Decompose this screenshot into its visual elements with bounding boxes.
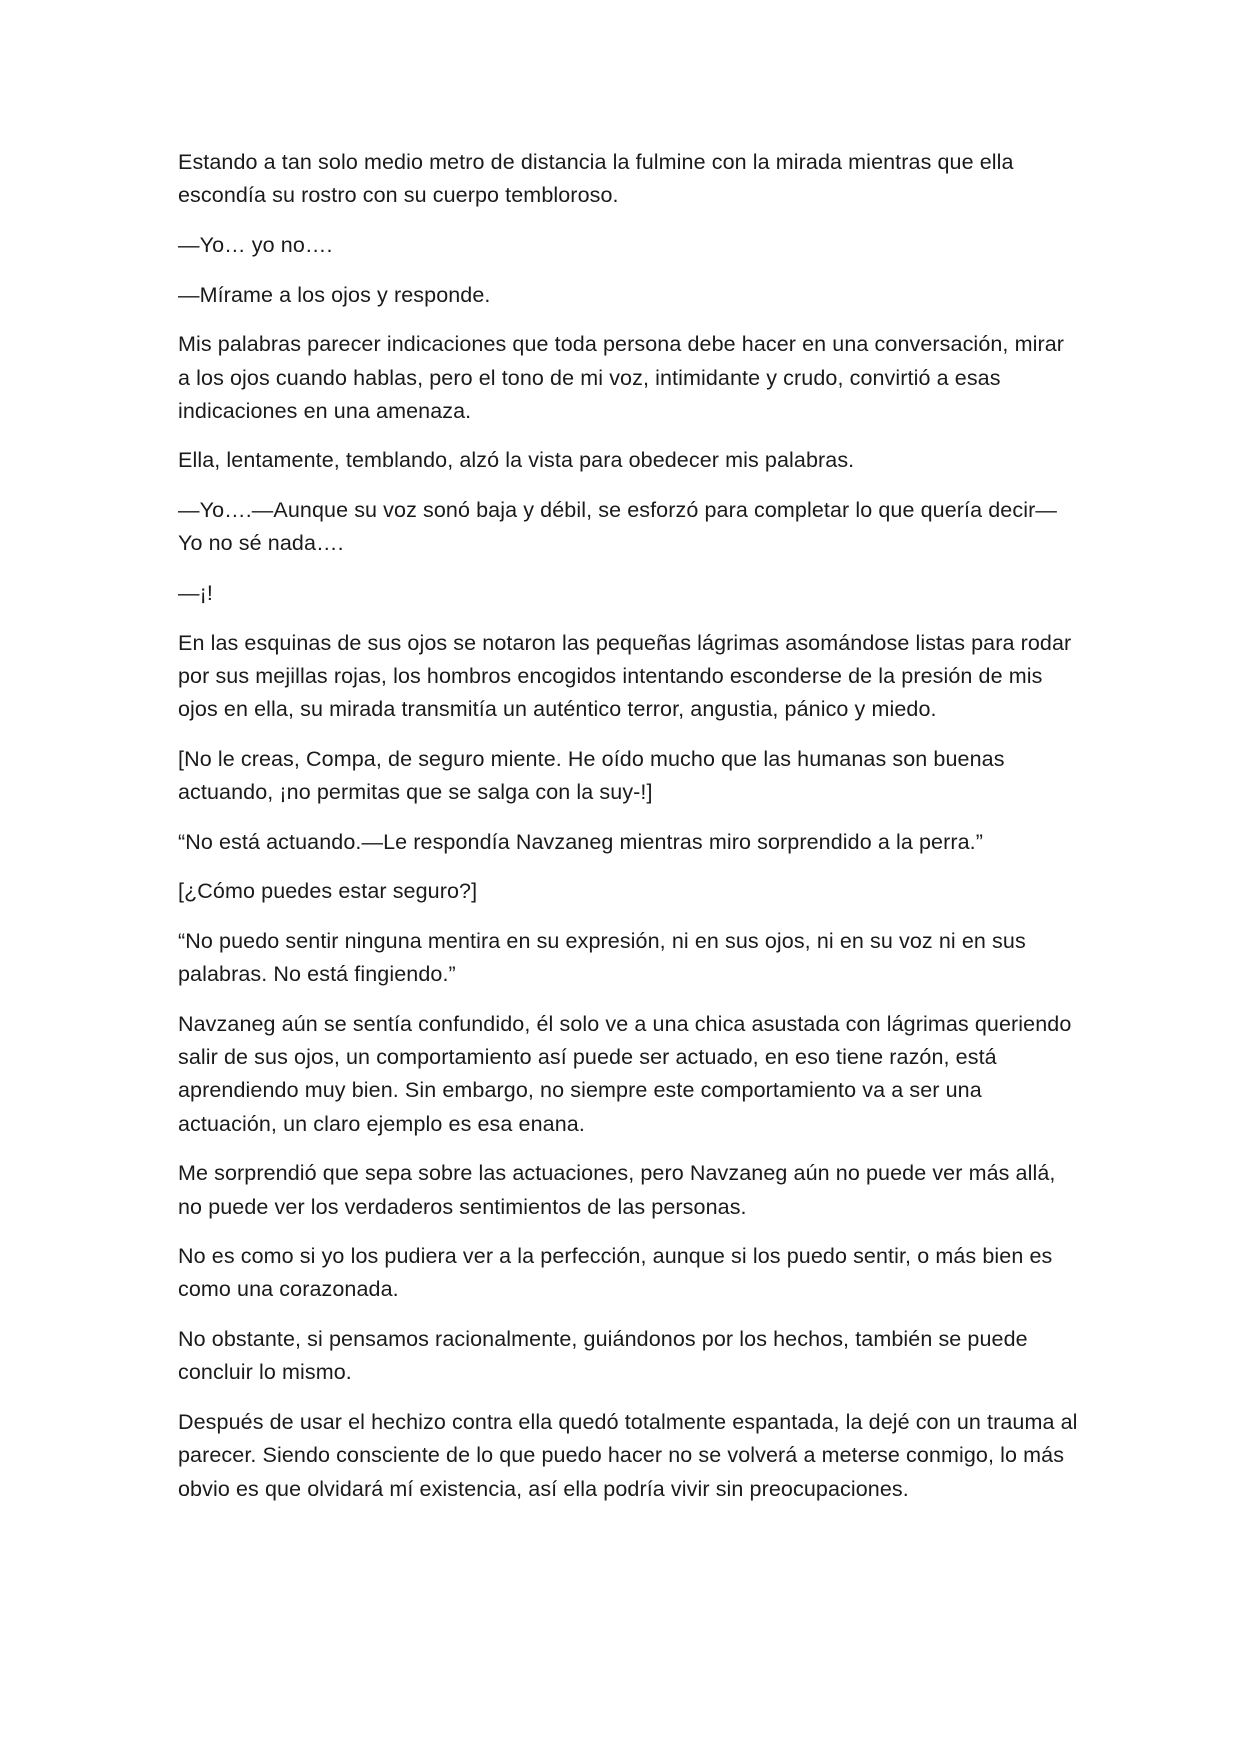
paragraph: —¡!	[178, 581, 213, 606]
paragraph: Mis palabras parecer indicaciones que toda persona debe hacer en una conversación, mirar a los ojos cuando hablas, pero el tono de mi voz, intimidante y crudo, convirtió a esas indicaciones en una amenaza.	[178, 332, 1065, 423]
paragraph: Estando a tan solo medio metro de distancia la fulmine con la mirada mientras que ella escondía su rostro con su cuerpo tembloroso.	[178, 150, 1014, 208]
paragraph: No obstante, si pensamos racionalmente, guiándonos por los hechos, también se puede concluir lo mismo.	[178, 1327, 1028, 1385]
document-body	[178, 146, 1078, 1522]
paragraph: Ella, lentamente, temblando, alzó la vista para obedecer mis palabras.	[178, 448, 855, 473]
paragraph: No es como si yo los pudiera ver a la perfección, aunque si los puedo sentir, o más bien es como una corazonada.	[178, 1244, 1053, 1302]
paragraph: [¿Cómo puedes estar seguro?]	[178, 879, 478, 904]
paragraph: “No puedo sentir ninguna mentira en su expresión, ni en sus ojos, ni en su voz ni en sus palabras. No está fingiendo.”	[178, 929, 1026, 987]
paragraph: Navzaneg aún se sentía confundido, él solo ve a una chica asustada con lágrimas queriendo salir de sus ojos, un comportamiento así puede ser actuado, en eso tiene razón, está aprendiendo muy bien. Sin embargo, no siempre este comportamiento va a ser una actuación, un claro ejemplo es esa enana.	[178, 1012, 1072, 1136]
paragraph: —Mírame a los ojos y responde.	[178, 282, 491, 307]
paragraph: [No le creas, Compa, de seguro miente. He oído mucho que las humanas son buenas actuando, ¡no permitas que se salga con la suy-!]	[178, 746, 1005, 805]
paragraph: “No está actuando.—Le respondía Navzaneg mientras miro sorprendido a la perra.”	[178, 829, 984, 854]
paragraph: —Yo….—Aunque su voz sonó baja y débil, se esforzó para completar lo que quería decir—Yo no sé nada….	[178, 498, 1057, 556]
paragraph: Después de usar el hechizo contra ella quedó totalmente espantada, la dejé con un trauma al parecer. Siendo consciente de lo que puedo hacer no se volverá a meterse conmigo, lo más obvio es que olvidará mí existencia, así ella podría vivir sin preocupaciones.	[178, 1410, 1078, 1501]
paragraph: En las esquinas de sus ojos se notaron las pequeñas lágrimas asomándose listas para rodar por sus mejillas rojas, los hombros encogidos intentando esconderse de la presión de mis ojos en ella, su mirada transmitía un auténtico terror, angustia, pánico y miedo.	[178, 630, 1072, 722]
paragraph: Me sorprendió que sepa sobre las actuaciones, pero Navzaneg aún no puede ver más allá, no puede ver los verdaderos sentimientos de las personas.	[178, 1161, 1056, 1219]
paragraph: —Yo… yo no….	[178, 232, 333, 257]
